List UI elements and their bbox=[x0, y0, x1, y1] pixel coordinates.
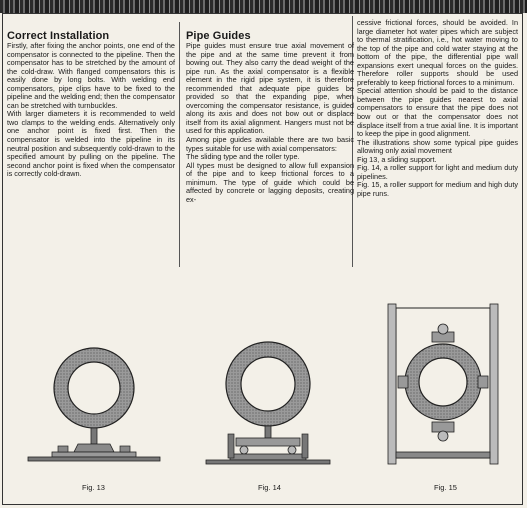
paragraph: Pipe guides must ensure true axial movement of the pipe and at the same time prevent it from bowing out. They also carry the dead weight of the pipe run. As the axial compensator is a flexible element in the rigid pipe system, it is therefore recommended that adequate pipe guides be provided so that the expanding pipe, when overcoming the compensator resistance, is guided along its axis and does not bow out or displace itself from its axial alignment. Hangers must not be used for this application. bbox=[186, 41, 354, 136]
heading-pipe-guides: Pipe Guides bbox=[186, 30, 251, 42]
figure-15-roller-support bbox=[368, 302, 518, 482]
figure-14-caption: Fig. 14 bbox=[258, 483, 281, 492]
figure-13-caption: Fig. 13 bbox=[82, 483, 105, 492]
heading-correct-installation: Correct Installation bbox=[7, 30, 110, 42]
paragraph: The illustrations show some typical pipe guides allowing only axial movement bbox=[357, 137, 518, 156]
paragraph: Special attention should be paid to the distance between the pipe guides nearest to axial compensators to ensure that the pipe does not bow out or that the compensator does not displace itself from a true axial line. It is important to keep the pipe in good alignment. bbox=[357, 86, 518, 139]
paragraph: Firstly, after fixing the anchor points, one end of the compensator is connected to the pipeline. Then the compensator has to be stretched by the amount of the cold-draw. With flanged compensators this is easily done by long bolts. With welding end compensators, pipe clips have to be fixed to the pipeline and the welding end; then the compensator can be stretched with turnbuckles. bbox=[7, 41, 175, 110]
left-column bbox=[7, 26, 175, 179]
paragraph: Fig. 14, a roller support for light and medium duty pipelines. bbox=[357, 163, 518, 181]
right-column bbox=[357, 19, 518, 198]
paragraph: Fig. 15, a roller support for medium and high duty pipe runs. bbox=[357, 180, 518, 198]
paragraph: All types must be designed to allow full expansion of the pipe and to keep frictional forces to a minimum. The type of guide which could be affected by concrete or lagging deposits, creating ex- bbox=[186, 160, 354, 204]
middle-column bbox=[186, 26, 354, 204]
figure-14-roller-support bbox=[192, 328, 342, 488]
paragraph: cessive frictional forces, should be avoided. In large diameter hot water pipes which are subject to thermal stratification, i.e., hot water moving to the top of the pipe and cold water staying at the bottom of the pipe, the differential pipe wall expansions exert unequal forces on the guides. Therefore roller supports should be used preferably to keep frictional forces to a minimum. bbox=[357, 18, 518, 87]
figure-15-caption: Fig. 15 bbox=[434, 483, 457, 492]
column-divider bbox=[179, 22, 180, 267]
paragraph: With larger diameters it is recommended to weld two clamps to the welding ends. Alternatively only one anchor point is fixed first. Then the compensator is welded into the pipeline in its neutral position and subsequently cold-drawn to the specified amount by pulling on the pipeline. The second anchor point is fixed when the compensator is correctly cold-drawn. bbox=[7, 109, 175, 179]
paragraph: Among pipe guides available there are two basic types suitable for use with axial compensators: bbox=[186, 135, 354, 153]
paragraph: Fig 13, a sliding support. bbox=[357, 154, 437, 164]
figures-area bbox=[0, 300, 527, 505]
paragraph: The sliding type and the roller type. bbox=[186, 152, 300, 162]
top-decorative-band bbox=[0, 0, 527, 13]
figure-13-sliding-support bbox=[18, 340, 168, 490]
